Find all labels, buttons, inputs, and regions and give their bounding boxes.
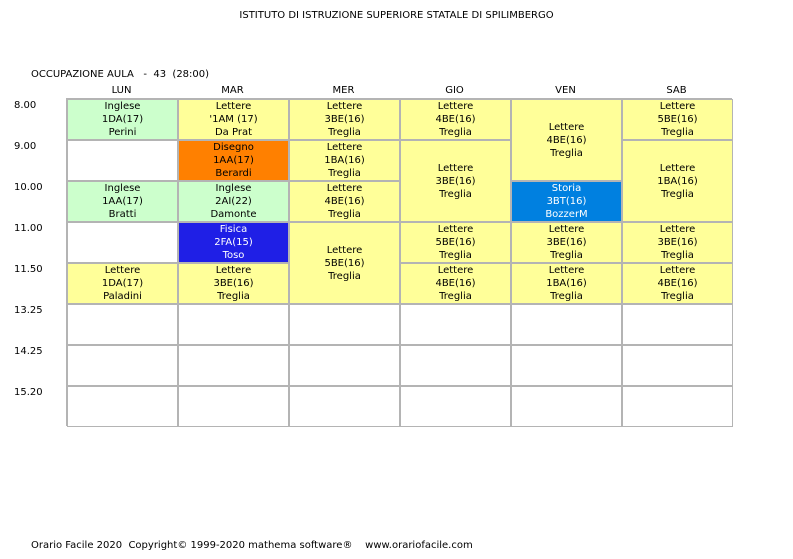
day-header-sab: SAB — [666, 85, 687, 96]
lesson-cell[interactable] — [622, 263, 733, 304]
empty-slot[interactable] — [289, 386, 400, 427]
lesson-subject: Lettere — [548, 265, 585, 276]
time-label: 11.50 — [14, 264, 43, 275]
lesson-subject: Lettere — [326, 183, 363, 194]
lesson-cell[interactable] — [622, 99, 733, 140]
lesson-class: 3BE(16) — [213, 278, 254, 289]
lesson-cell[interactable] — [289, 222, 400, 304]
lesson-cell[interactable] — [400, 263, 511, 304]
lesson-class: 4BE(16) — [657, 278, 698, 289]
school-title: ISTITUTO DI ISTRUZIONE SUPERIORE STATALE DI SPILIMBERGO — [239, 10, 554, 21]
time-label: 8.00 — [14, 100, 37, 111]
empty-slot[interactable] — [511, 345, 622, 386]
lesson-class: 3BE(16) — [324, 114, 365, 125]
lesson-teacher: Perini — [108, 127, 137, 138]
empty-slot[interactable] — [67, 222, 178, 263]
lesson-class: 1AA(17) — [102, 196, 143, 207]
lesson-teacher: Treglia — [439, 188, 472, 200]
lesson-class: 3BT(16) — [546, 196, 587, 207]
empty-slot[interactable] — [400, 304, 511, 345]
lesson-class: 4BE(16) — [324, 196, 365, 207]
lesson-teacher: Treglia — [217, 291, 250, 302]
lesson-teacher: Treglia — [550, 147, 583, 159]
lesson-subject: Inglese — [215, 183, 252, 194]
lesson-cell[interactable] — [67, 99, 178, 140]
empty-slot[interactable] — [178, 386, 289, 427]
lesson-teacher: Treglia — [550, 291, 583, 302]
lesson-subject: Storia — [551, 183, 582, 194]
lesson-subject: Fisica — [219, 224, 248, 235]
lesson-subject: Lettere — [437, 101, 474, 112]
lesson-subject: Lettere — [548, 224, 585, 235]
lesson-class: 5BE(16) — [435, 237, 476, 248]
lesson-cell[interactable] — [289, 99, 400, 140]
lesson-teacher: Berardi — [215, 168, 252, 179]
lesson-teacher: Treglia — [328, 270, 361, 282]
lesson-class: 1BA(16) — [657, 175, 698, 187]
lesson-teacher: Paladini — [103, 291, 142, 302]
lesson-subject: Lettere — [215, 101, 252, 112]
lesson-cell[interactable] — [178, 140, 289, 181]
lesson-class: 4BE(16) — [435, 278, 476, 289]
lesson-cell[interactable] — [511, 181, 622, 222]
lesson-class: 5BE(16) — [657, 114, 698, 125]
lesson-subject: Lettere — [326, 142, 363, 153]
lesson-class: 2FA(15) — [214, 237, 253, 248]
empty-slot[interactable] — [67, 386, 178, 427]
lesson-class: '1AM (17) — [209, 114, 258, 125]
lesson-teacher: Treglia — [439, 291, 472, 302]
empty-slot[interactable] — [511, 386, 622, 427]
lesson-subject: Lettere — [548, 121, 585, 133]
lesson-teacher: Treglia — [439, 127, 472, 138]
lesson-class: 4BE(16) — [435, 114, 476, 125]
lesson-subject: Lettere — [659, 101, 696, 112]
lesson-teacher: Damonte — [210, 209, 257, 220]
lesson-subject: Lettere — [215, 265, 252, 276]
lesson-teacher: Toso — [222, 250, 245, 261]
day-header-mar: MAR — [221, 85, 244, 96]
lesson-cell[interactable] — [67, 263, 178, 304]
lesson-subject: Lettere — [104, 265, 141, 276]
lesson-class: 1AA(17) — [213, 155, 254, 166]
empty-slot[interactable] — [67, 140, 178, 181]
lesson-class: 1BA(16) — [324, 155, 365, 166]
lesson-cell[interactable] — [511, 263, 622, 304]
day-header-mer: MER — [332, 85, 355, 96]
lesson-subject: Inglese — [104, 183, 141, 194]
lesson-teacher: Da Prat — [214, 127, 253, 138]
lesson-teacher: Treglia — [439, 250, 472, 261]
time-label: 14.25 — [14, 346, 43, 357]
lesson-teacher: Treglia — [661, 127, 694, 138]
empty-slot[interactable] — [622, 304, 733, 345]
lesson-subject: Lettere — [659, 162, 696, 174]
lesson-teacher: Bratti — [108, 209, 137, 220]
lesson-cell[interactable] — [289, 140, 400, 181]
lesson-cell[interactable] — [178, 99, 289, 140]
empty-slot[interactable] — [622, 345, 733, 386]
lesson-class: 2AI(22) — [215, 196, 252, 207]
room-occupancy-title: OCCUPAZIONE AULA - 43 (28:00) — [31, 69, 210, 80]
lesson-cell[interactable] — [178, 181, 289, 222]
lesson-cell[interactable] — [178, 263, 289, 304]
empty-slot[interactable] — [67, 304, 178, 345]
timetable-grid — [66, 98, 732, 426]
lesson-cell[interactable] — [289, 181, 400, 222]
lesson-cell[interactable] — [400, 140, 511, 222]
lesson-cell[interactable] — [511, 222, 622, 263]
empty-slot[interactable] — [400, 386, 511, 427]
lesson-class: 1DA(17) — [101, 278, 144, 289]
lesson-cell[interactable] — [622, 222, 733, 263]
lesson-teacher: Treglia — [328, 127, 361, 138]
lesson-teacher: Treglia — [328, 209, 361, 220]
lesson-class: 3BE(16) — [657, 237, 698, 248]
lesson-class: 1DA(17) — [101, 114, 144, 125]
empty-slot[interactable] — [400, 345, 511, 386]
lesson-cell[interactable] — [511, 99, 622, 181]
lesson-subject: Lettere — [326, 244, 363, 256]
lesson-teacher: Treglia — [550, 250, 583, 261]
footer-copyright: Orario Facile 2020 Copyright© 1999-2020 mathema software® www.orariofacile.com — [31, 540, 473, 551]
empty-slot[interactable] — [622, 386, 733, 427]
lesson-teacher: Treglia — [661, 250, 694, 261]
lesson-subject: Lettere — [437, 162, 474, 174]
time-label: 10.00 — [14, 182, 43, 193]
lesson-subject: Lettere — [326, 101, 363, 112]
lesson-cell[interactable] — [178, 222, 289, 263]
time-label: 15.20 — [14, 387, 43, 398]
lesson-subject: Lettere — [437, 265, 474, 276]
lesson-cell[interactable] — [67, 181, 178, 222]
lesson-teacher: Treglia — [661, 188, 694, 200]
lesson-subject: Lettere — [437, 224, 474, 235]
lesson-subject: Lettere — [659, 224, 696, 235]
time-label: 11.00 — [14, 223, 43, 234]
empty-slot[interactable] — [178, 304, 289, 345]
lesson-cell[interactable] — [400, 99, 511, 140]
empty-slot[interactable] — [289, 304, 400, 345]
lesson-class: 1BA(16) — [546, 278, 587, 289]
lesson-subject: Inglese — [104, 101, 141, 112]
lesson-subject: Disegno — [213, 142, 254, 153]
lesson-class: 3BE(16) — [546, 237, 587, 248]
lesson-class: 4BE(16) — [546, 134, 587, 146]
lesson-cell[interactable] — [400, 222, 511, 263]
day-header-lun: LUN — [111, 85, 132, 96]
time-label: 13.25 — [14, 305, 43, 316]
lesson-teacher: Treglia — [328, 168, 361, 179]
time-label: 9.00 — [14, 141, 37, 152]
lesson-cell[interactable] — [622, 140, 733, 222]
lesson-teacher: Treglia — [661, 291, 694, 302]
lesson-subject: Lettere — [659, 265, 696, 276]
empty-slot[interactable] — [67, 345, 178, 386]
empty-slot[interactable] — [511, 304, 622, 345]
lesson-class: 3BE(16) — [435, 175, 476, 187]
day-header-gio: GIO — [445, 85, 464, 96]
day-header-ven: VEN — [555, 85, 576, 96]
lesson-teacher: BozzerM — [545, 209, 588, 220]
lesson-class: 5BE(16) — [324, 257, 365, 269]
empty-slot[interactable] — [289, 345, 400, 386]
empty-slot[interactable] — [178, 345, 289, 386]
